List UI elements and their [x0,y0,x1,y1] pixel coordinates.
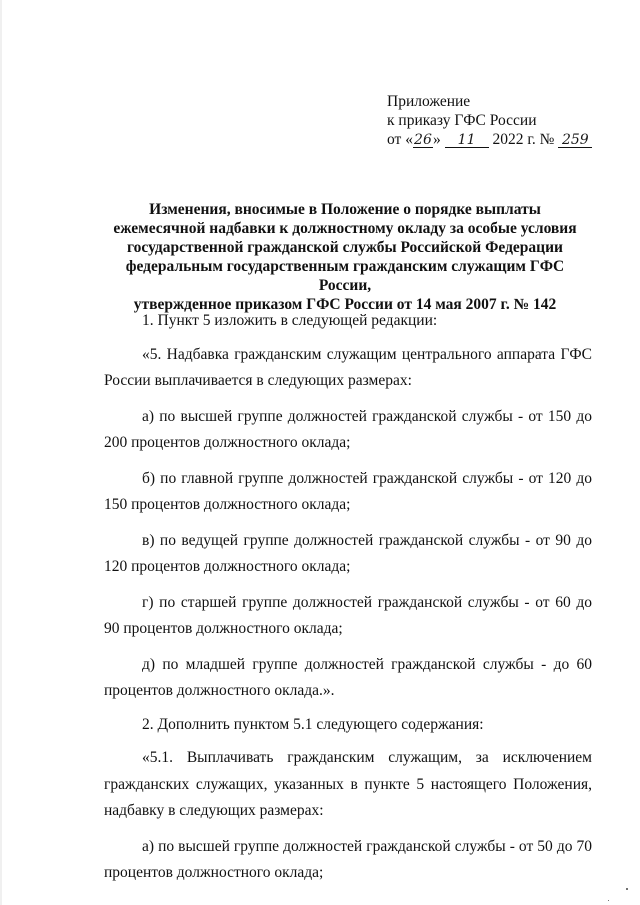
paragraph-10: а) по высшей группе должностей гражданской службы - от 50 до 70 процентов должностного оклада; [104,837,592,881]
paragraph-9: «5.1. Выплачивать гражданским служащим, за исключением гражданских служащих, указанных в пункте 5 настоящего Положения, надбавку в следующих размерах: [104,749,592,819]
year-and-number-label: 2022 г. № [492,131,555,148]
title-line: ежемесячной надбавки к должностному окладу за особые условия [113,220,577,237]
scan-speck [608,900,609,901]
paragraph-2: «5. Надбавка гражданским служащим центрального аппарата ГФС России выплачивается в следующих размерах: [104,345,592,389]
handwritten-month: 11 [445,133,489,148]
handwritten-day: 26 [414,132,432,148]
date-prefix: от « [387,131,413,148]
paragraph-3: а) по высшей группе должностей гражданской службы - от 150 до 200 процентов должностного оклада; [104,407,592,451]
paragraph-1: 1. Пункт 5 изложить в следующей редакции: [142,312,438,329]
handwritten-order-number: 259 [558,133,592,148]
document-title [100,200,590,314]
scan-edge [0,0,2,905]
title-line: Изменения, вносимые в Положение о порядке выплаты [149,201,541,218]
title-line: федеральным государственным гражданским служащим ГФС России, [125,258,565,294]
paragraph-5: в) по ведущей группе должностей гражданской службы - от 90 до 120 процентов должностного оклада; [104,531,592,575]
title-line: утвержденное приказом ГФС России от 14 мая 2007 г. № 142 [133,296,557,313]
order-reference: к приказу ГФС России [387,112,537,129]
paragraph-8: 2. Дополнить пунктом 5.1 следующего содержания: [142,715,484,733]
scan-speck [626,888,628,890]
appendix-label: Приложение [387,93,471,110]
title-line: государственной гражданской службы Российской Федерации [127,239,563,256]
order-date-line [387,130,617,149]
document-body [104,308,592,887]
paragraph-7: д) по младшей группе должностей гражданской службы - до 60 процентов должностного оклада.». [104,655,592,699]
paragraph-6: г) по старшей группе должностей гражданской службы - от 60 до 90 процентов должностного оклада; [104,593,592,637]
date-quote-close: » [432,131,441,148]
appendix-header [387,92,617,149]
paragraph-4: б) по главной группе должностей гражданской службы - от 120 до 150 процентов должностного оклада; [104,469,592,513]
